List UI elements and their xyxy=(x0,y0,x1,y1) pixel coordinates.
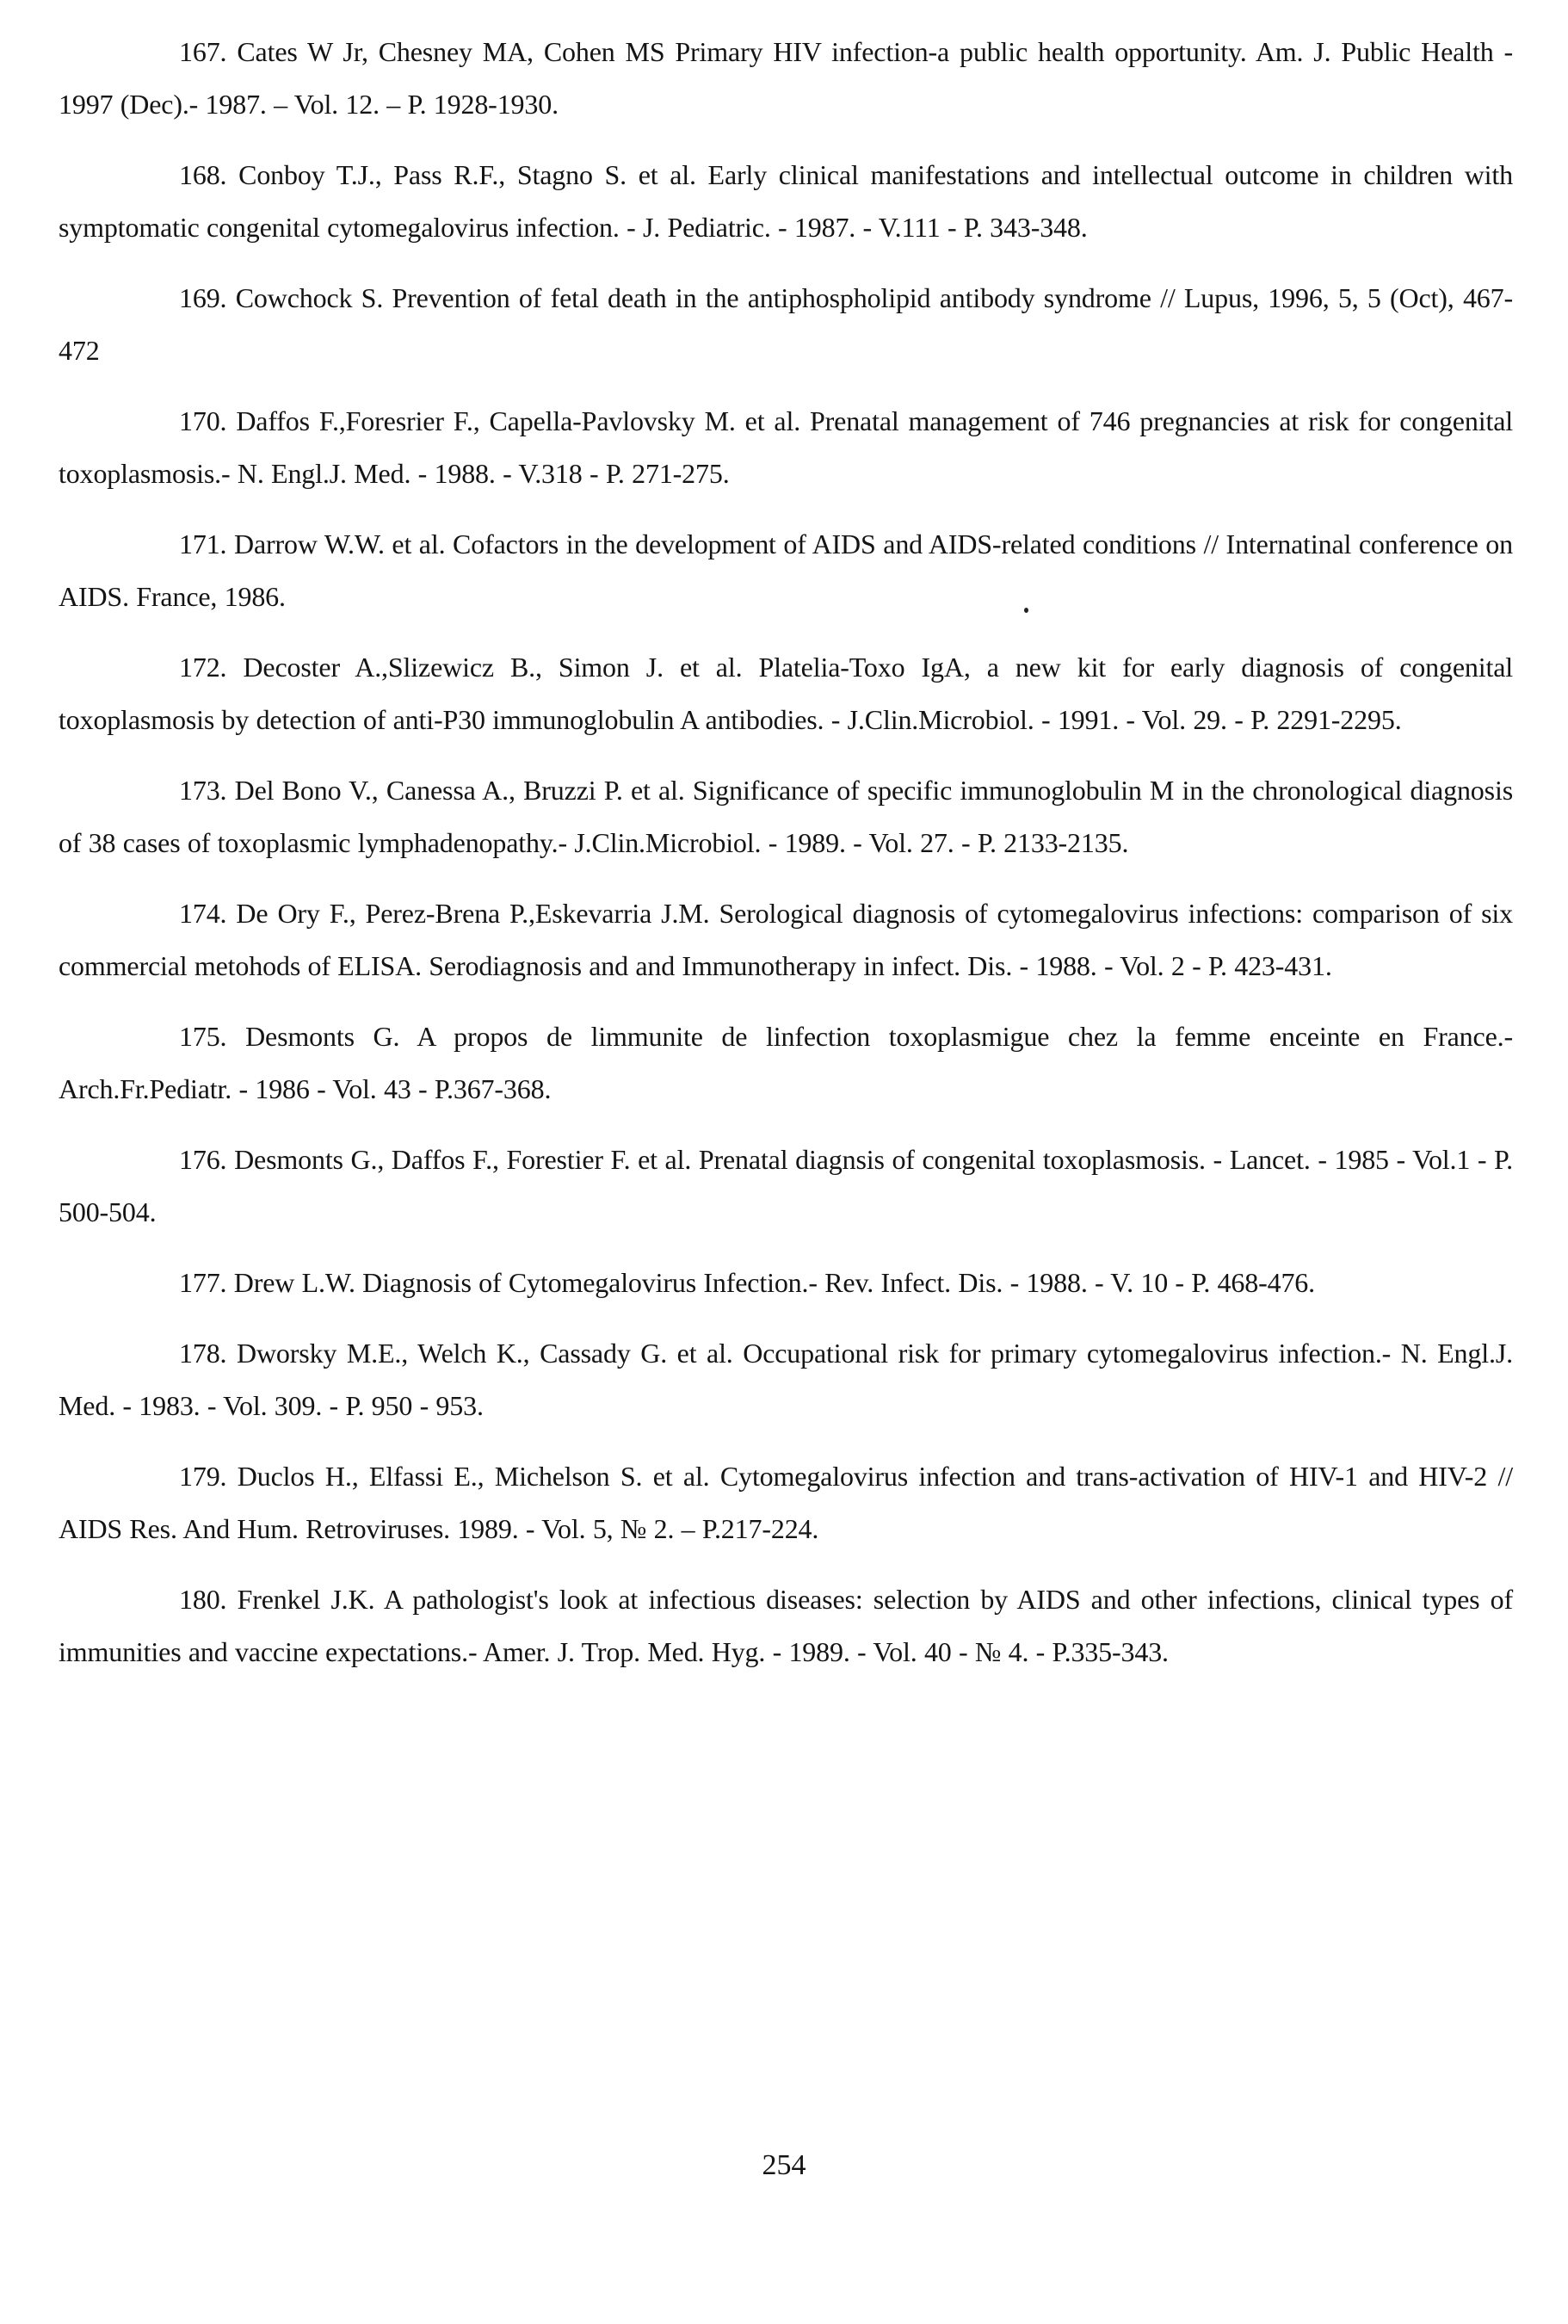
reference-text: Duclos H., Elfassi E., Michelson S. et al. Cytomegalovirus infection and trans-activation of HIV-1 and HIV-2 // AIDS Res. And Hum. Retroviruses. 1989. - Vol. 5, № 2. – P.217-224. xyxy=(59,1461,1513,1544)
reference-178 xyxy=(59,1327,1513,1432)
reference-number: 174. xyxy=(179,898,227,929)
reference-list xyxy=(59,26,1513,1697)
reference-175 xyxy=(59,1011,1513,1116)
reference-number: 178. xyxy=(179,1338,227,1369)
reference-176 xyxy=(59,1134,1513,1239)
reference-number: 180. xyxy=(179,1584,227,1615)
reference-text: De Ory F., Perez-Brena P.,Eskevarria J.M. Serological diagnosis of cytomegalovirus infections: comparison of six commercial metohods of ELISA. Serodiagnosis and and Immunotherapy in infect. Dis. - 1988. - Vol. 2 - P. 423-431. xyxy=(59,898,1513,981)
reference-text: Dworsky M.E., Welch K., Cassady G. et al. Occupational risk for primary cytomegalovirus infection.- N. Engl.J. Med. - 1983. - Vol. 309. - P. 950 - 953. xyxy=(59,1338,1513,1421)
reference-169 xyxy=(59,272,1513,377)
reference-number: 168. xyxy=(179,159,227,190)
reference-180 xyxy=(59,1573,1513,1678)
reference-174 xyxy=(59,887,1513,992)
reference-text: Drew L.W. Diagnosis of Cytomegalovirus Infection.- Rev. Infect. Dis. - 1988. - V. 10 - P. 468-476. xyxy=(233,1267,1316,1298)
reference-text: Darrow W.W. et al. Cofactors in the development of AIDS and AIDS-related conditions // Internatinal conference on AIDS. France, 1986. xyxy=(59,528,1513,612)
reference-number: 173. xyxy=(179,775,227,806)
reference-167 xyxy=(59,26,1513,131)
reference-170 xyxy=(59,395,1513,500)
reference-text: Conboy T.J., Pass R.F., Stagno S. et al. Early clinical manifestations and intellectual outcome in children with symptomatic congenital cytomegalovirus infection. - J. Pediatric. - 1987. - V.111 - P. 343-348. xyxy=(59,159,1514,243)
reference-text: Desmonts G. A propos de limmunite de linfection toxoplasmigue chez la femme enceinte en France.- Arch.Fr.Pediatr. - 1986 - Vol. 43 - P.367-368. xyxy=(59,1021,1513,1104)
scan-speck xyxy=(1024,608,1028,613)
reference-text: Frenkel J.K. A pathologist's look at infectious diseases: selection by AIDS and other infections, clinical types of immunities and vaccine expectations.- Amer. J. Trop. Med. Hyg. - 1989. - Vol. 40 - № 4. - P.335-343. xyxy=(59,1584,1513,1667)
reference-number: 167. xyxy=(179,36,227,67)
reference-177 xyxy=(59,1257,1513,1309)
reference-number: 169. xyxy=(179,282,227,313)
reference-number: 176. xyxy=(179,1144,227,1175)
reference-168 xyxy=(59,149,1513,254)
reference-number: 177. xyxy=(179,1267,227,1298)
reference-179 xyxy=(59,1450,1513,1555)
page-number: 254 xyxy=(762,2149,806,2181)
reference-text: Cowchock S. Prevention of fetal death in the antiphospholipid antibody syndrome // Lupus, 1996, 5, 5 (Oct), 467-472 xyxy=(59,282,1513,366)
reference-number: 170. xyxy=(179,405,227,436)
reference-number: 171. xyxy=(179,528,227,559)
reference-text: Daffos F.,Foresrier F., Capella-Pavlovsky M. et al. Prenatal management of 746 pregnancies at risk for congenital toxoplasmosis.- N. Engl.J. Med. - 1988. - V.318 - P. 271-275. xyxy=(59,405,1513,489)
reference-172 xyxy=(59,641,1513,746)
reference-text: Decoster A.,Slizewicz B., Simon J. et al. Platelia-Toxo IgA, a new kit for early diagnosis of congenital toxoplasmosis by detection of anti-P30 immunoglobulin A antibodies. - J.Clin.Microbiol. - 1991. - Vol. 29. - P. 2291-2295. xyxy=(59,652,1513,735)
reference-173 xyxy=(59,764,1513,869)
reference-text: Desmonts G., Daffos F., Forestier F. et al. Prenatal diagnsis of congenital toxoplasmosis. - Lancet. - 1985 - Vol.1 - P. 500-504. xyxy=(59,1144,1513,1227)
reference-text: Cates W Jr, Chesney MA, Cohen MS Primary HIV infection-a public health opportunity. Am. J. Public Health - 1997 (Dec).- 1987. – Vol. 12. – P. 1928-1930. xyxy=(59,36,1513,120)
reference-text: Del Bono V., Canessa A., Bruzzi P. et al. Significance of specific immunoglobulin M in the chronological diagnosis of 38 cases of toxoplasmic lymphadenopathy.- J.Clin.Microbiol. - 1989. - Vol. 27. - P. 2133-2135. xyxy=(59,775,1513,858)
reference-171 xyxy=(59,518,1513,623)
reference-number: 172. xyxy=(179,652,227,683)
reference-number: 179. xyxy=(179,1461,227,1492)
reference-number: 175. xyxy=(179,1021,227,1052)
